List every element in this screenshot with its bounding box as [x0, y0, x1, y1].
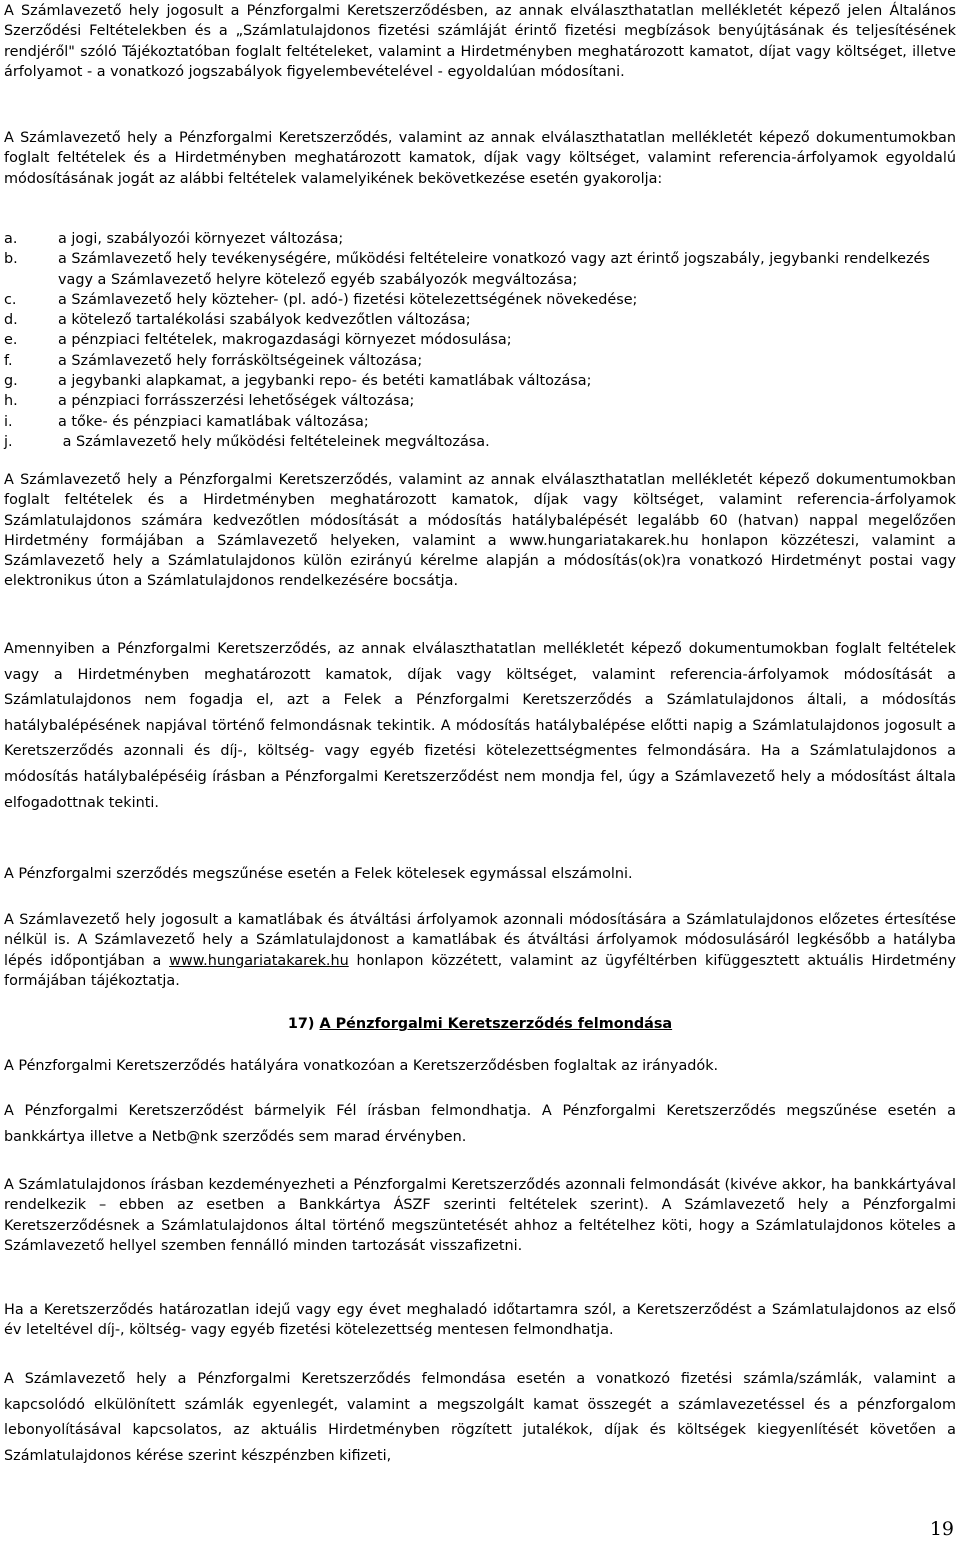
list-item	[4, 310, 956, 330]
list-item	[4, 290, 956, 310]
list-item	[4, 351, 956, 371]
list-item-text: a Számlavezető hely tevékenységére, működési feltételeire vonatkozó vagy azt érintő jogszabály, jegybanki rendelkezés vagy a Számlavezető helyre kötelező egyéb szabályozók megváltozása;	[58, 251, 930, 288]
list-item	[4, 432, 956, 452]
list-item-text: a jegybanki alapkamat, a jegybanki repo- és betéti kamatlábak változása;	[58, 373, 592, 390]
list-marker: e.	[4, 332, 18, 349]
paragraph-text: honlapon közzétett, valamint az ügyféltérben kifüggesztett aktuális Hirdetmény formájában tájékoztatja.	[4, 952, 956, 989]
conditions-list	[4, 229, 956, 452]
list-marker: h.	[4, 393, 18, 410]
paragraph-indefinite-term: Ha a Keretszerződés határozatlan idejű vagy egy évet meghaladó időtartamra szól, a Keretszerződést a Számlatulajdonos az első év leteltével díj-, költség- vagy egyéb fizetési kötelezettség mentesen felmondhatja.	[4, 1302, 956, 1339]
section-number: 17)	[287, 1016, 315, 1032]
paragraph-balance-payout: A Számlavezető hely a Pénzforgalmi Keretszerződés felmondása esetén a vonatkozó fizetési számla/számlák, valamint a kapcsolódó elkülönített számlák egyenlegét, valamint a megszolgált kamat összegét a számlavezetéssel és a pénzforgalom lebonyolításával kapcsolatos, az aktuális Hirdetményben rögzített jutalékok, díjak és költségek kiegyenlítését követően a Számlatulajdonos kérése szerint készpénzben kifizeti,	[4, 1371, 956, 1464]
list-item-text: a Számlavezető hely közteher- (pl. adó-) fizetési kötelezettségének növekedése;	[58, 291, 638, 308]
paragraph-scope: A Pénzforgalmi Keretszerződés hatályára vonatkozóan a Keretszerződésben foglaltak az irányadók.	[4, 1058, 719, 1074]
list-marker: g.	[4, 373, 18, 390]
section-heading	[0, 1014, 960, 1034]
paragraph-modification-conditions: A Számlavezető hely a Pénzforgalmi Keretszerződés, valamint az annak elválaszthatatlan mellékletét képező dokumentumokban foglalt feltételek és a Hirdetményben meghatározott kamatok, díjak vagy költséget, valamint referencia-árfolyamok egyoldalú módosításának jogát az alábbi feltételek valamelyikének bekövetkezése esetén gyakorolja:	[4, 130, 956, 187]
paragraph-settlement: A Pénzforgalmi szerződés megszűnése esetén a Felek kötelesek egymással elszámolni.	[4, 866, 633, 882]
list-item-text: a kötelező tartalékolási szabályok kedvezőtlen változása;	[58, 312, 471, 329]
list-marker: f.	[4, 352, 13, 369]
paragraph-unilateral-modification: A Számlavezető hely jogosult a Pénzforgalmi Keretszerződésben, az annak elválaszthatatlan mellékletét képező jelen Általános Szerződési Feltételekben és a „Számlatulajdonos fizetési számláját érintő fizetési megbízások benyújtásának és teljesítésének rendjéről" szóló Tájékoztatóban foglalt feltételeket, valamint a Hirdetményben meghatározott kamatot, díjat vagy költséget, illetve árfolyamot - a vonatkozó jogszabályok figyelembevételével - egyoldalúan módosítani.	[4, 3, 956, 80]
list-item	[4, 412, 956, 432]
list-item	[4, 249, 956, 290]
list-marker: c.	[4, 291, 17, 308]
list-item-text: a Számlavezető hely működési feltételeinek megváltozása.	[58, 433, 490, 450]
list-marker: a.	[4, 231, 18, 247]
section-title: A Pénzforgalmi Keretszerződés felmondása	[319, 1016, 673, 1032]
list-marker: b.	[4, 251, 18, 268]
paragraph-unfavourable-modification: A Számlavezető hely a Pénzforgalmi Keretszerződés, valamint az annak elválaszthatatlan mellékletét képező dokumentumokban foglalt feltételek és a Hirdetményben meghatározott kamatok, díjak vagy költséget, valamint referencia-árfolyamok Számlatulajdonos számára kedvezőtlen módosítását a módosítás hatálybalépését legalább 60 (hatvan) nappal megelőzően Hirdetmény formájában a Számlavezető helyeken, valamint a www.hungariatakarek.hu honlapon közzéteszi, valamint a Számlavezető hely a Számlatulajdonos külön ezirányú kérelme alapján a módosítás(ok)ra vonatkozó Hirdetményt postai vagy elektronikus úton a Számlatulajdonos rendelkezésére bocsátja.	[4, 472, 956, 590]
list-item-text: a tőke- és pénzpiaci kamatlábak változása;	[58, 413, 369, 430]
list-item-text: a pénzpiaci forrásszerzési lehetőségek változása;	[58, 393, 415, 410]
paragraph-immediate-termination: A Számlatulajdonos írásban kezdeményezheti a Pénzforgalmi Keretszerződés azonnali felmondását (kivéve akkor, ha bankkártyával rendelkezik – ebben az esetben a Bankkártya ÁSZF szerinti feltételek szerint). A Számlavezető hely a Pénzforgalmi Keretszerződésnek a Számlatulajdonos által történő megszüntetését ahhoz a feltételhez köti, hogy a Számlatulajdonos köteles a Számlavezető hellyel szemben fennálló minden tartozását visszafizetni.	[4, 1177, 956, 1254]
paragraph-text: A Számlavezető hely jogosult a kamatlábak és átváltási árfolyamok azonnali módosítására a Számlatulajdonos előzetes értesítése nélkül is. A Számlavezető hely a Számlatulajdonost a kamatlábak és átváltási árfolyamok módosulásáról legkésőbb a hatályba lépés időpontjában a	[4, 912, 956, 969]
page-number: 19	[929, 1518, 954, 1540]
paragraph-interest-rate-modification	[4, 910, 956, 991]
list-marker: j.	[4, 433, 13, 450]
list-item-text: a jogi, szabályozói környezet változása;	[58, 231, 344, 247]
list-item	[4, 391, 956, 411]
website-link[interactable]: www.hungariatakarek.hu	[169, 952, 349, 969]
list-item	[4, 371, 956, 391]
list-item-text: a Számlavezető hely forrásköltségeinek változása;	[58, 352, 423, 369]
paragraph-rejection-of-modification: Amennyiben a Pénzforgalmi Keretszerződés, az annak elválaszthatatlan mellékletét képező dokumentumokban foglalt feltételek vagy a Hirdetményben meghatározott kamatok, díjak vagy költséget, valamint referencia-árfolyamok módosítását a Számlatulajdonos nem fogadja el, azt a Felek a Pénzforgalmi Keretszerződés a Számlatulajdonos általi, a módosítás hatálybalépésének napjával történő felmondásnak tekintik. A módosítás hatálybalépése előtti napig a Számlatulajdonos jogosult a Keretszerződés azonnali és díj-, költség- vagy egyéb fizetési kötelezettségmentes felmondására. Ha a Számlatulajdonos a módosítás hatálybalépéséig írásban a Pénzforgalmi Keretszerződést nem mondja fel, úgy a Számlavezető hely a módosítást általa elfogadottnak tekinti.	[4, 641, 956, 811]
list-item	[4, 229, 956, 249]
list-item-text: a pénzpiaci feltételek, makrogazdasági környezet módosulása;	[58, 332, 512, 349]
paragraph-termination-in-writing: A Pénzforgalmi Keretszerződést bármelyik Fél írásban felmondhatja. A Pénzforgalmi Keretszerződés megszűnése esetén a bankkártya illetve a Netb@nk szerződés sem marad érvényben.	[4, 1103, 956, 1145]
list-marker: i.	[4, 413, 13, 430]
list-marker: d.	[4, 312, 18, 329]
list-item	[4, 330, 956, 350]
